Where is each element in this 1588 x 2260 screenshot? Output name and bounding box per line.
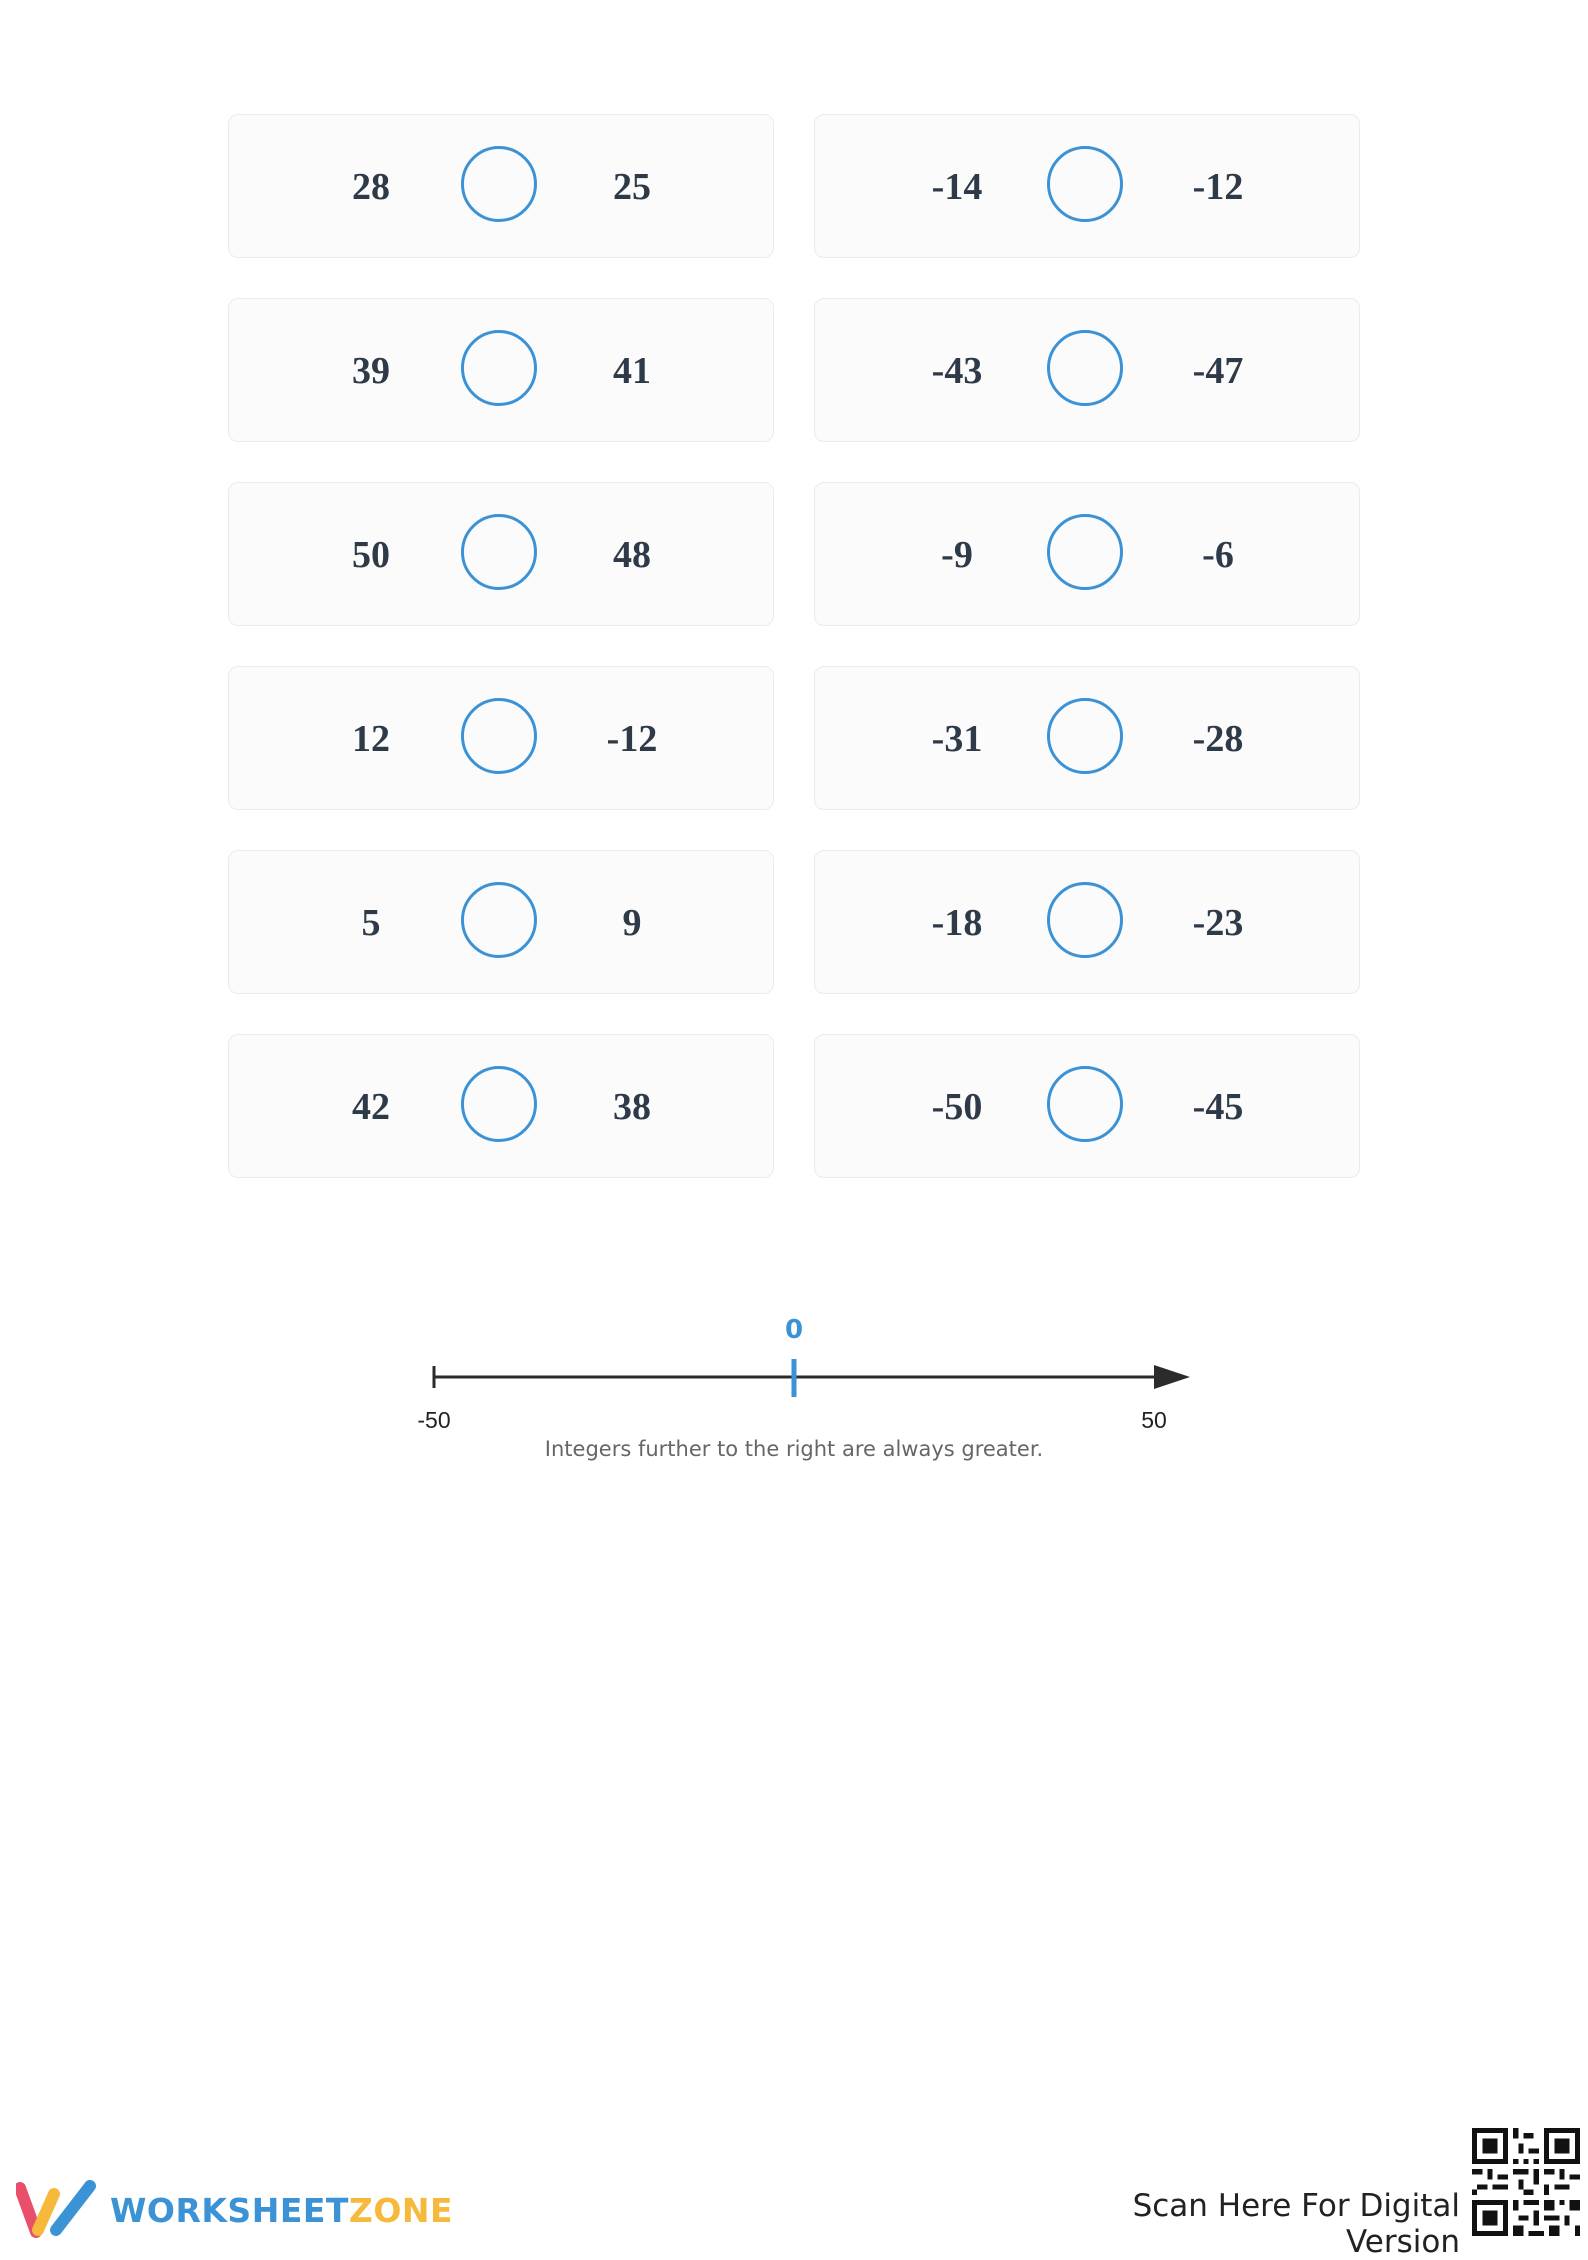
right-number: -6	[1202, 534, 1234, 576]
left-number: -9	[941, 534, 973, 576]
right-number: -28	[1192, 718, 1244, 760]
max-label: 50	[1141, 1407, 1167, 1433]
min-label: -50	[417, 1407, 451, 1433]
left-number: 5	[361, 902, 381, 944]
left-number: -18	[931, 902, 983, 944]
logo-mark-icon	[16, 2180, 96, 2240]
left-number: 28	[352, 166, 390, 208]
qr-code-icon[interactable]	[1472, 2128, 1580, 2236]
left-number: 39	[352, 350, 390, 392]
left-number: -43	[931, 350, 983, 392]
left-number: 50	[352, 534, 390, 576]
right-number: -12	[606, 718, 658, 760]
left-number: -50	[931, 1086, 983, 1128]
right-number: 9	[622, 902, 642, 944]
right-number: -47	[1192, 350, 1244, 392]
left-number: -31	[931, 718, 983, 760]
left-number: -14	[931, 166, 983, 208]
number-line-caption: Integers further to the right are always greater.	[544, 1437, 1044, 1461]
worksheetzone-logo	[16, 2180, 453, 2240]
left-number: 12	[352, 718, 390, 760]
zero-label: 0	[784, 1315, 804, 1345]
right-number: 41	[613, 350, 651, 392]
arrow-head-icon	[1154, 1365, 1190, 1389]
right-number: -45	[1192, 1086, 1244, 1128]
logo-text: WORKSHEETZONE	[110, 2190, 454, 2230]
left-number: 42	[352, 1086, 390, 1128]
scan-text: Scan Here For Digital Version	[1132, 2188, 1460, 2260]
right-number: -12	[1192, 166, 1244, 208]
right-number: 25	[613, 166, 651, 208]
right-number: 48	[613, 534, 651, 576]
right-number: -23	[1192, 902, 1244, 944]
right-number: 38	[613, 1086, 651, 1128]
